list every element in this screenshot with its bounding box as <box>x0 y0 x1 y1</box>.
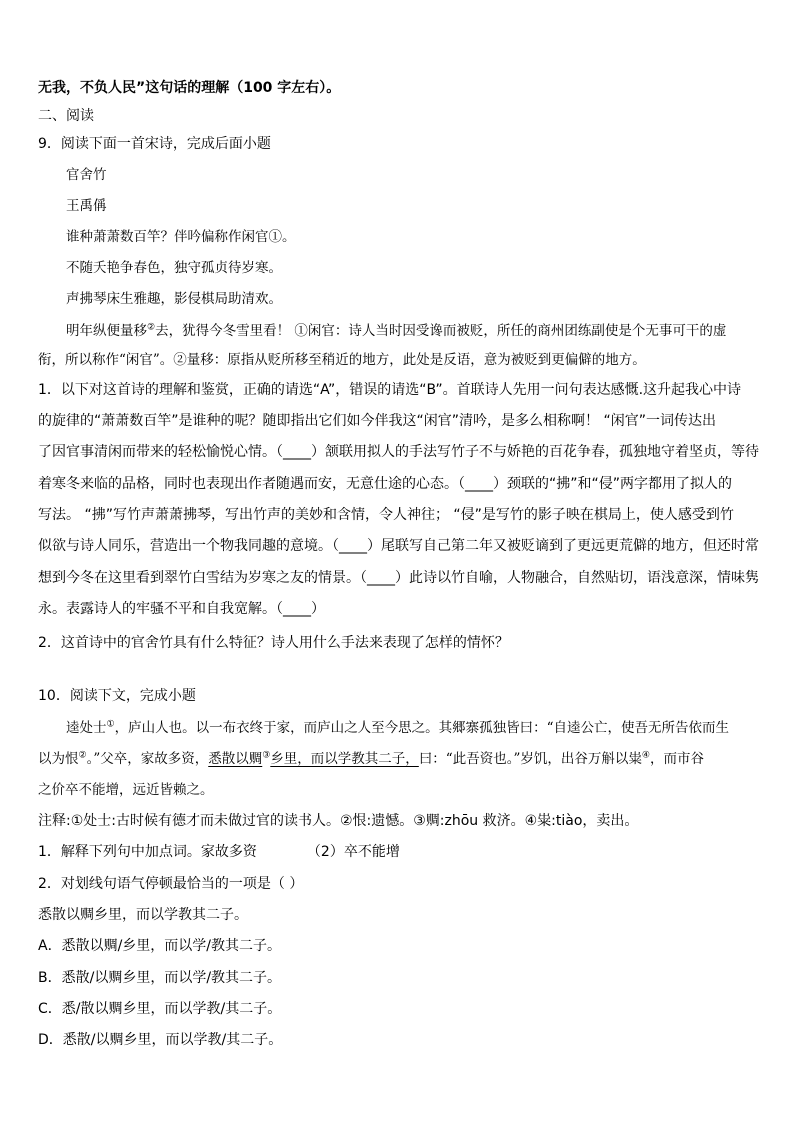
option-b[interactable]: B．悉散/以赒乡里，而以学/教其二子。 <box>38 970 282 986</box>
q10-passage-1b: ，庐山人也。以一布衣终于家，而庐山之人至今思之。其郷寨孤独皆曰：“自逵公亡，使吾无所告依而生 <box>114 720 729 736</box>
poem-line-1: 谁种萧萧数百竿？伴吟偏称作闲官①。 <box>66 229 296 245</box>
q9-sub1-line-8: 永。表露诗人的牢骚不平和自我宽解。（____） <box>38 601 325 617</box>
poem-line-2: 不随夭艳争春色，独守孤贞待岁寒。 <box>66 260 282 276</box>
poem-last-line-b: 去，犹得今冬雪里看！ ①闲官：诗人当时因受谗而被贬，所任的商州团练副使是个无事可干的虚 <box>155 323 727 339</box>
q10-heading: 10．阅读下文，完成小题 <box>38 688 196 704</box>
q10-passage-line-3: 之价卒不能增，远近皆赖之。 <box>38 782 214 798</box>
option-d[interactable]: D．悉散/以赒乡里，而以学教/其二子。 <box>38 1032 283 1048</box>
q9-sub1-line-5: 写法。 “拂”写竹声萧萧拂琴，写出竹声的美妙和含情，令人神往； “侵”是写竹的影子映在棋局上，使人感受到竹 <box>38 507 734 523</box>
poem-last-line-with-note <box>38 321 726 341</box>
poem-author: 王禹偁 <box>66 198 107 214</box>
q10-passage-1a: 逵处士 <box>66 720 107 736</box>
q10-passage-2b: 。”父卒，家故多资， <box>86 751 209 767</box>
q10-sub1-a: 1．解释下列句中加点词。家故多资 <box>38 844 257 860</box>
q9-sub1-line-3: 了因官事清闲而带来的轻松愉悦心情。（____）颔联用拟人的手法写竹子不与娇艳的百花争春，孤独地守着坚贞，等待 <box>38 444 759 460</box>
section-heading-reading: 二、阅读 <box>38 108 94 124</box>
poem-last-line-a: 明年纵便量移 <box>66 323 147 339</box>
q9-sub1-line-1: 1．以下对这首诗的理解和鉴赏，正确的请选“A”，错误的请选“B”。首联诗人先用一问句表达感慨.这升起我心中诗 <box>38 382 742 398</box>
q10-passage-2d: ，而市谷 <box>649 751 704 767</box>
q9-sub2: 2．这首诗中的官舍竹具有什么特征？诗人用什么手法来表现了怎样的情怀？ <box>38 635 509 651</box>
footnote-marker: ③ <box>262 750 271 761</box>
q9-sub1-line-6: 似欲与诗人同乐，营造出一个物我同趣的意境。（____）尾联写自己第二年又被贬谪到了更远更荒僻的地方，但还时常 <box>38 538 759 554</box>
poem-note-line-2: 衔，所以称作“闲官”。②量移：原指从贬所移至稍近的地方，此处是反语，意为被贬到更偏僻的地方。 <box>38 352 646 368</box>
q10-passage-line-2 <box>38 749 704 769</box>
q9-sub1-line-4: 着寒冬来临的品格，同时也表现出作者随遇而安，无意仕途的心态。（____）颈联的“拂”和“侵”两字都用了拟人的 <box>38 476 733 492</box>
q9-heading: 9．阅读下面一首宋诗，完成后面小题 <box>38 136 271 152</box>
footnote-marker: ② <box>147 322 156 333</box>
underlined-sentence-part-2: 乡里，而以学教其二子， <box>270 751 419 767</box>
q10-passage-2c: 曰：“此吾资也。”岁饥，出谷万斛以粜 <box>418 751 642 767</box>
q10-passage-line-1 <box>38 718 729 738</box>
poem-line-3: 声拂琴床生雅趣，影侵棋局助清欢。 <box>66 291 282 307</box>
footnote-marker: ② <box>78 750 87 761</box>
q10-sub2-heading: 2．对划线句语气停顿最恰当的一项是（ ） <box>38 876 304 892</box>
option-c[interactable]: C．悉/散以赒乡里，而以学教/其二子。 <box>38 1001 282 1017</box>
q10-sub1 <box>38 842 400 862</box>
underlined-sentence-part-1: 悉散以赒 <box>208 751 263 767</box>
q10-passage-2a: 以为恨 <box>38 751 79 767</box>
poem-title: 官舍竹 <box>66 167 107 183</box>
q10-notes: 注释:①处士:古时候有德才而未做过官的读书人。②恨:遗憾。③赒:zhōu 救济。④粜:tiào，卖出。 <box>38 813 639 829</box>
intro-question-tail: 无我，不负人民”这句话的理解（100 字左右）。 <box>38 80 341 96</box>
q10-sub1-b: （2）卒不能增 <box>306 844 400 860</box>
q9-sub1-line-7: 想到今冬在这里看到翠竹白雪结为岁寒之友的情景。（____）此诗以竹自喻，人物融合，自然贴切，语浅意深，情味隽 <box>38 570 759 586</box>
footnote-marker: ④ <box>641 750 650 761</box>
footnote-marker: ① <box>106 719 115 730</box>
option-a[interactable]: A．悉散以赒/乡里，而以学/教其二子。 <box>38 938 282 954</box>
q10-sub2-sentence: 悉散以赒乡里，而以学教其二子。 <box>38 907 248 923</box>
q9-sub1-line-2: 的旋律的“萧萧数百竿”是谁种的呢？随即指出它们如今伴我这“闲官”清吟，是多么相称啊！ “闲官”一词传达出 <box>38 413 716 429</box>
